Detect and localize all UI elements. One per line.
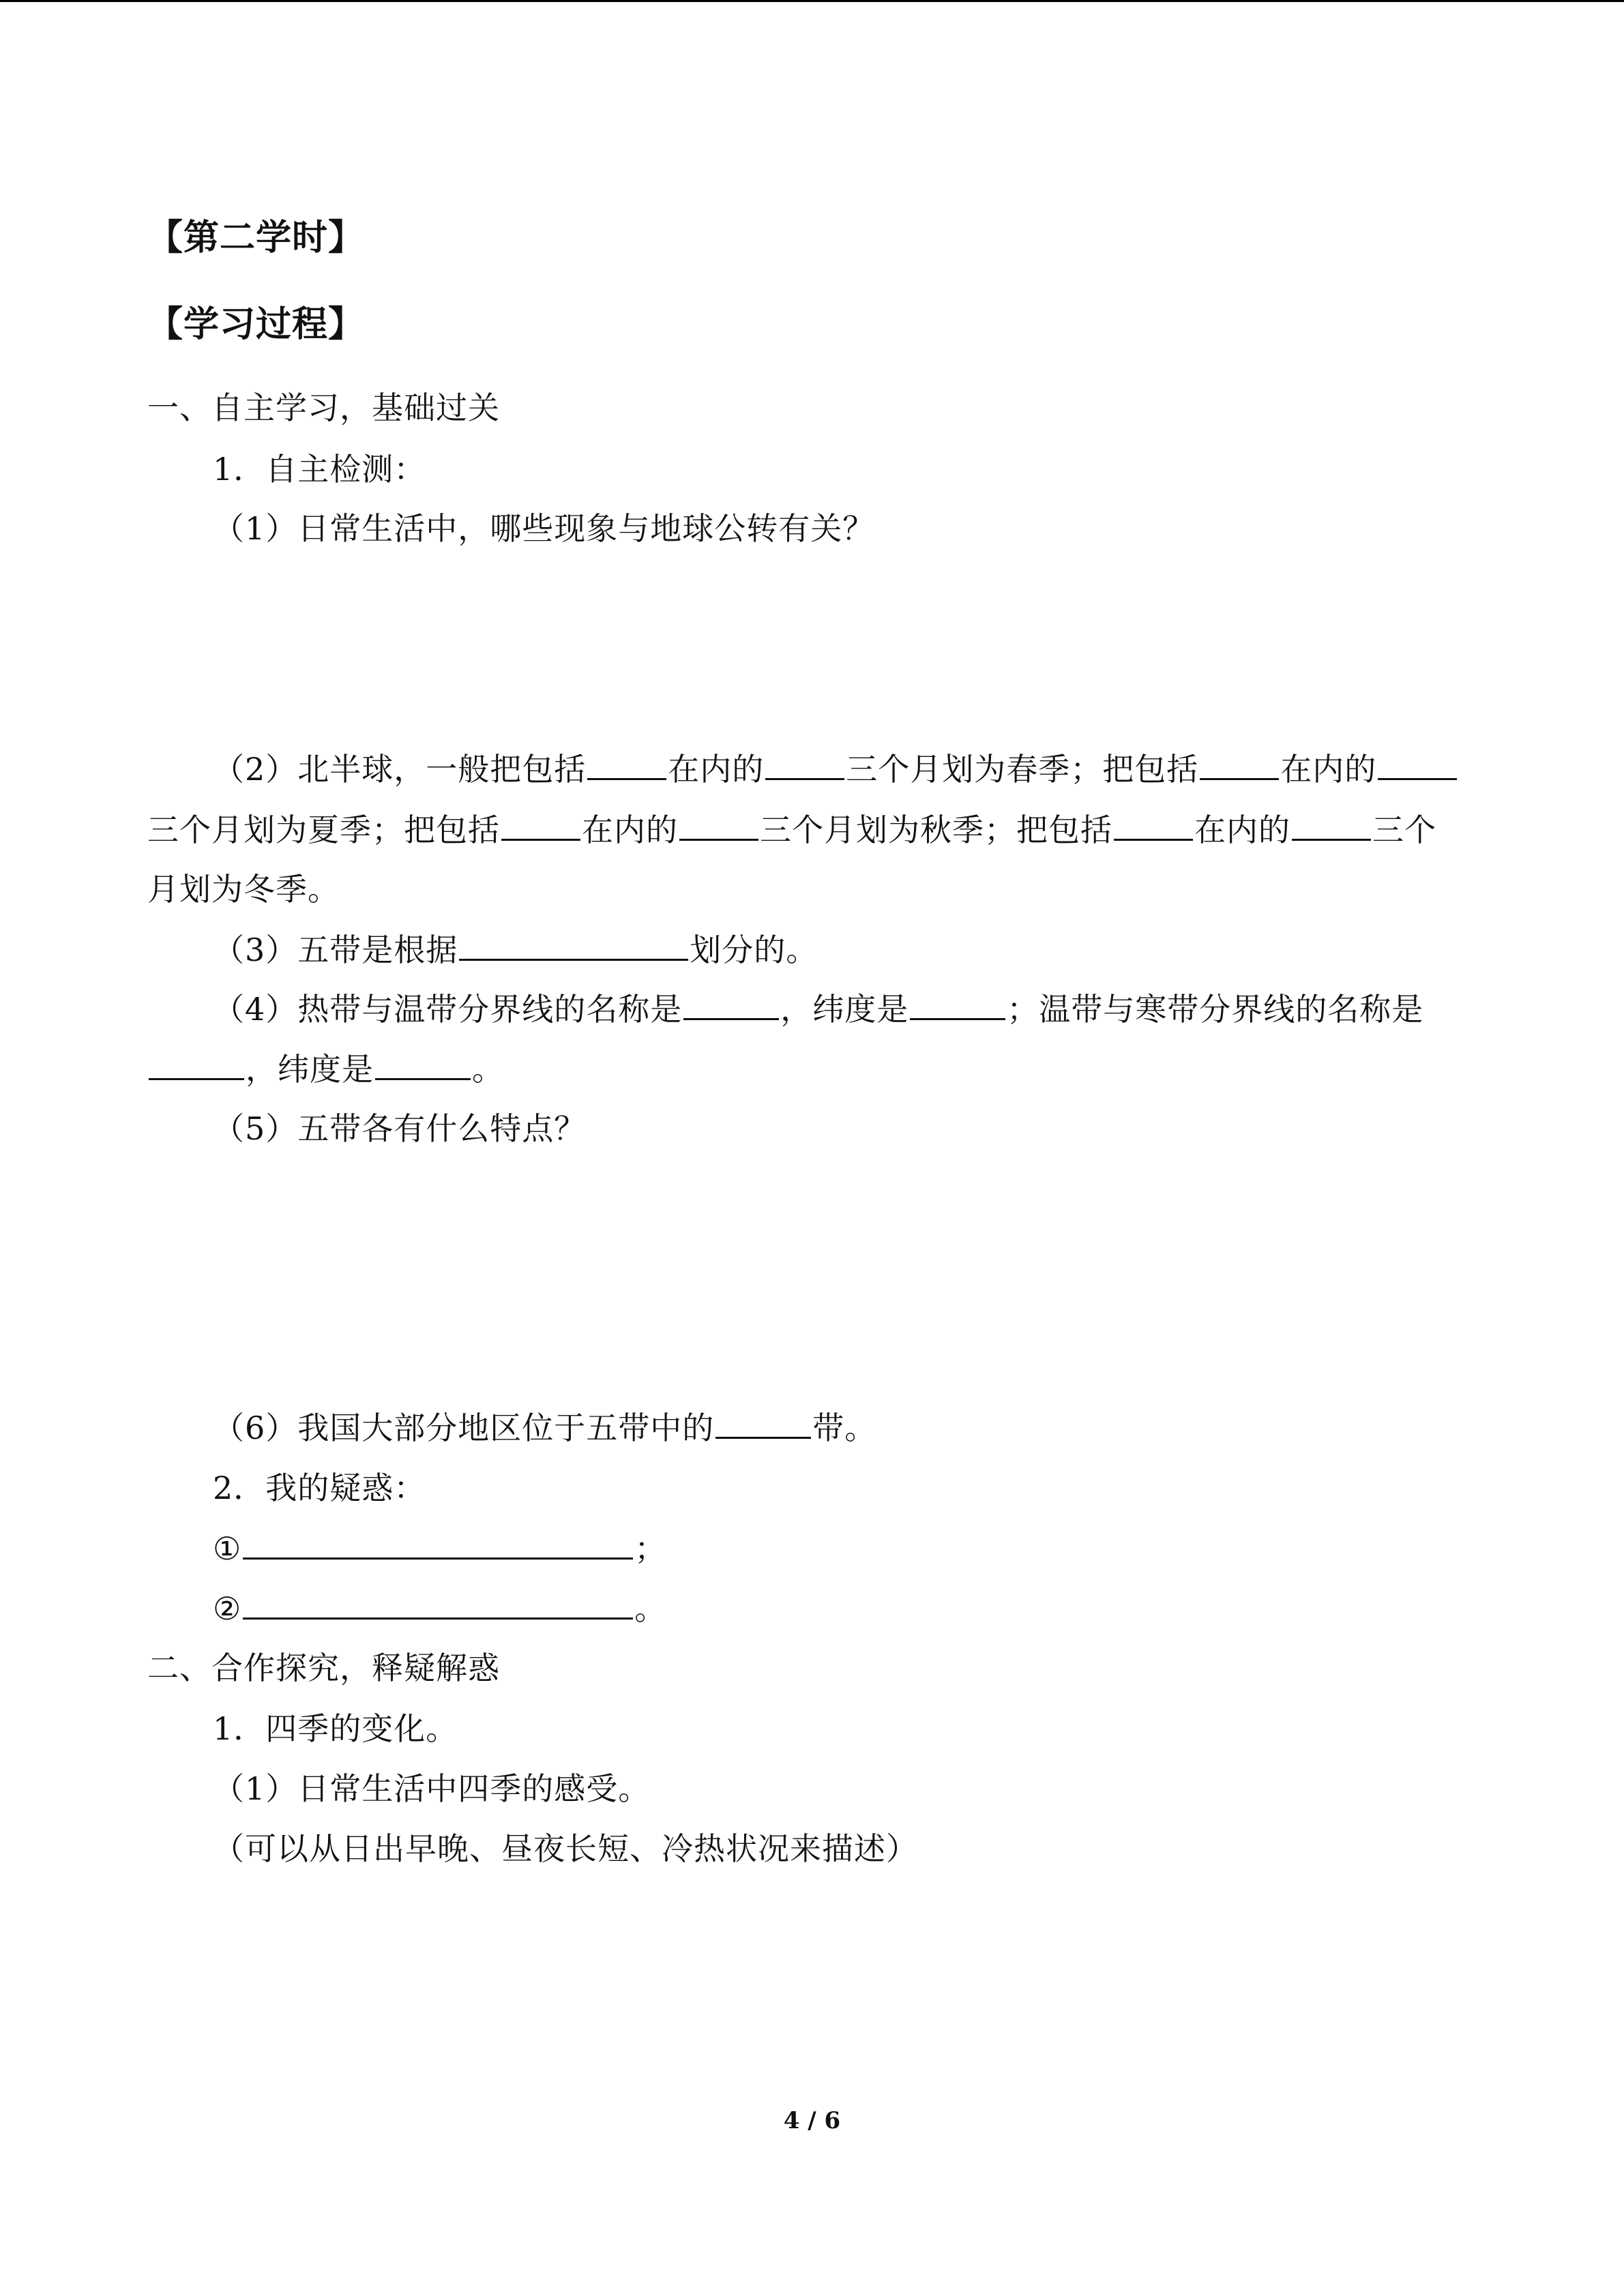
lesson-heading: 【第二学时】	[147, 218, 365, 258]
q2-text: 在内的	[582, 811, 678, 848]
seasons-hint: （可以从日出早晚、昼夜长短、冷热状况来描述）	[213, 1830, 918, 1867]
blank[interactable]	[243, 1587, 633, 1620]
q3-text: （3）五带是根据	[213, 931, 458, 968]
section1-title: 一、自主学习，基础过关	[147, 389, 500, 426]
blank[interactable]	[459, 929, 688, 961]
question-4-line-1	[213, 988, 1423, 1030]
q4-text: ，纬度是	[780, 991, 909, 1028]
process-heading: 【学习过程】	[147, 304, 365, 345]
question-2-line-1	[213, 748, 1458, 790]
blank[interactable]	[715, 1407, 811, 1439]
blank[interactable]	[1114, 809, 1193, 841]
doubts-label: 2．我的疑惑：	[213, 1470, 426, 1506]
section2-title: 二、合作探究，释疑解惑	[147, 1650, 500, 1686]
q2-text: 在内的	[1280, 751, 1377, 788]
blank[interactable]	[501, 809, 580, 841]
doubt-mark: ②	[213, 1590, 242, 1627]
q2-text: 三个月划为春季；把包括	[846, 751, 1199, 788]
blank[interactable]	[683, 988, 779, 1020]
q3-text: 划分的。	[690, 931, 818, 968]
doubt-mark: ①	[213, 1530, 242, 1567]
q6-text: 带。	[812, 1410, 877, 1446]
q2-text: 在内的	[668, 751, 765, 788]
q2-text: 三个	[1372, 811, 1436, 848]
q6-text: （6）我国大部分地区位于五带中的	[213, 1410, 715, 1446]
q4-text: （4）热带与温带分界线的名称是	[213, 991, 683, 1028]
blank[interactable]	[243, 1527, 633, 1560]
doubt-2	[213, 1587, 666, 1629]
seasons-question-1: （1）日常生活中四季的感受。	[213, 1770, 651, 1807]
q2-text: 三个月划为夏季；把包括	[147, 811, 500, 848]
question-4-line-2	[147, 1048, 504, 1090]
question-1: （1）日常生活中，哪些现象与地球公转有关？	[213, 510, 875, 547]
q2-text: 在内的	[1194, 811, 1290, 848]
q2-text: 三个月划为秋季；把包括	[760, 811, 1112, 848]
blank[interactable]	[679, 809, 758, 841]
doubt-end: 。	[634, 1590, 667, 1627]
question-2-line-3: 月划为冬季。	[147, 871, 340, 908]
blank[interactable]	[587, 748, 666, 780]
q4-text: 。	[472, 1051, 504, 1088]
doubt-end: ；	[634, 1530, 667, 1567]
question-6	[213, 1407, 876, 1448]
q4-text: ，纬度是	[246, 1051, 374, 1088]
page-number: 4 / 6	[783, 2107, 841, 2134]
blank[interactable]	[375, 1048, 471, 1080]
seasons-label: 1．四季的变化。	[213, 1710, 458, 1747]
question-3	[213, 929, 818, 970]
blank[interactable]	[1200, 748, 1279, 780]
question-5: （5）五带各有什么特点？	[213, 1110, 587, 1147]
blank[interactable]	[149, 1048, 244, 1080]
blank[interactable]	[1292, 809, 1371, 841]
top-border	[0, 0, 1624, 2]
q2-text: （2）北半球，一般把包括	[213, 751, 587, 788]
doubt-1	[213, 1527, 666, 1569]
blank[interactable]	[765, 748, 844, 780]
self-check-label: 1．自主检测：	[213, 451, 426, 488]
blank[interactable]	[910, 988, 1005, 1020]
question-2-line-2	[147, 809, 1436, 850]
q4-text: ；温带与寒带分界线的名称是	[1007, 991, 1424, 1028]
blank[interactable]	[1378, 748, 1457, 780]
